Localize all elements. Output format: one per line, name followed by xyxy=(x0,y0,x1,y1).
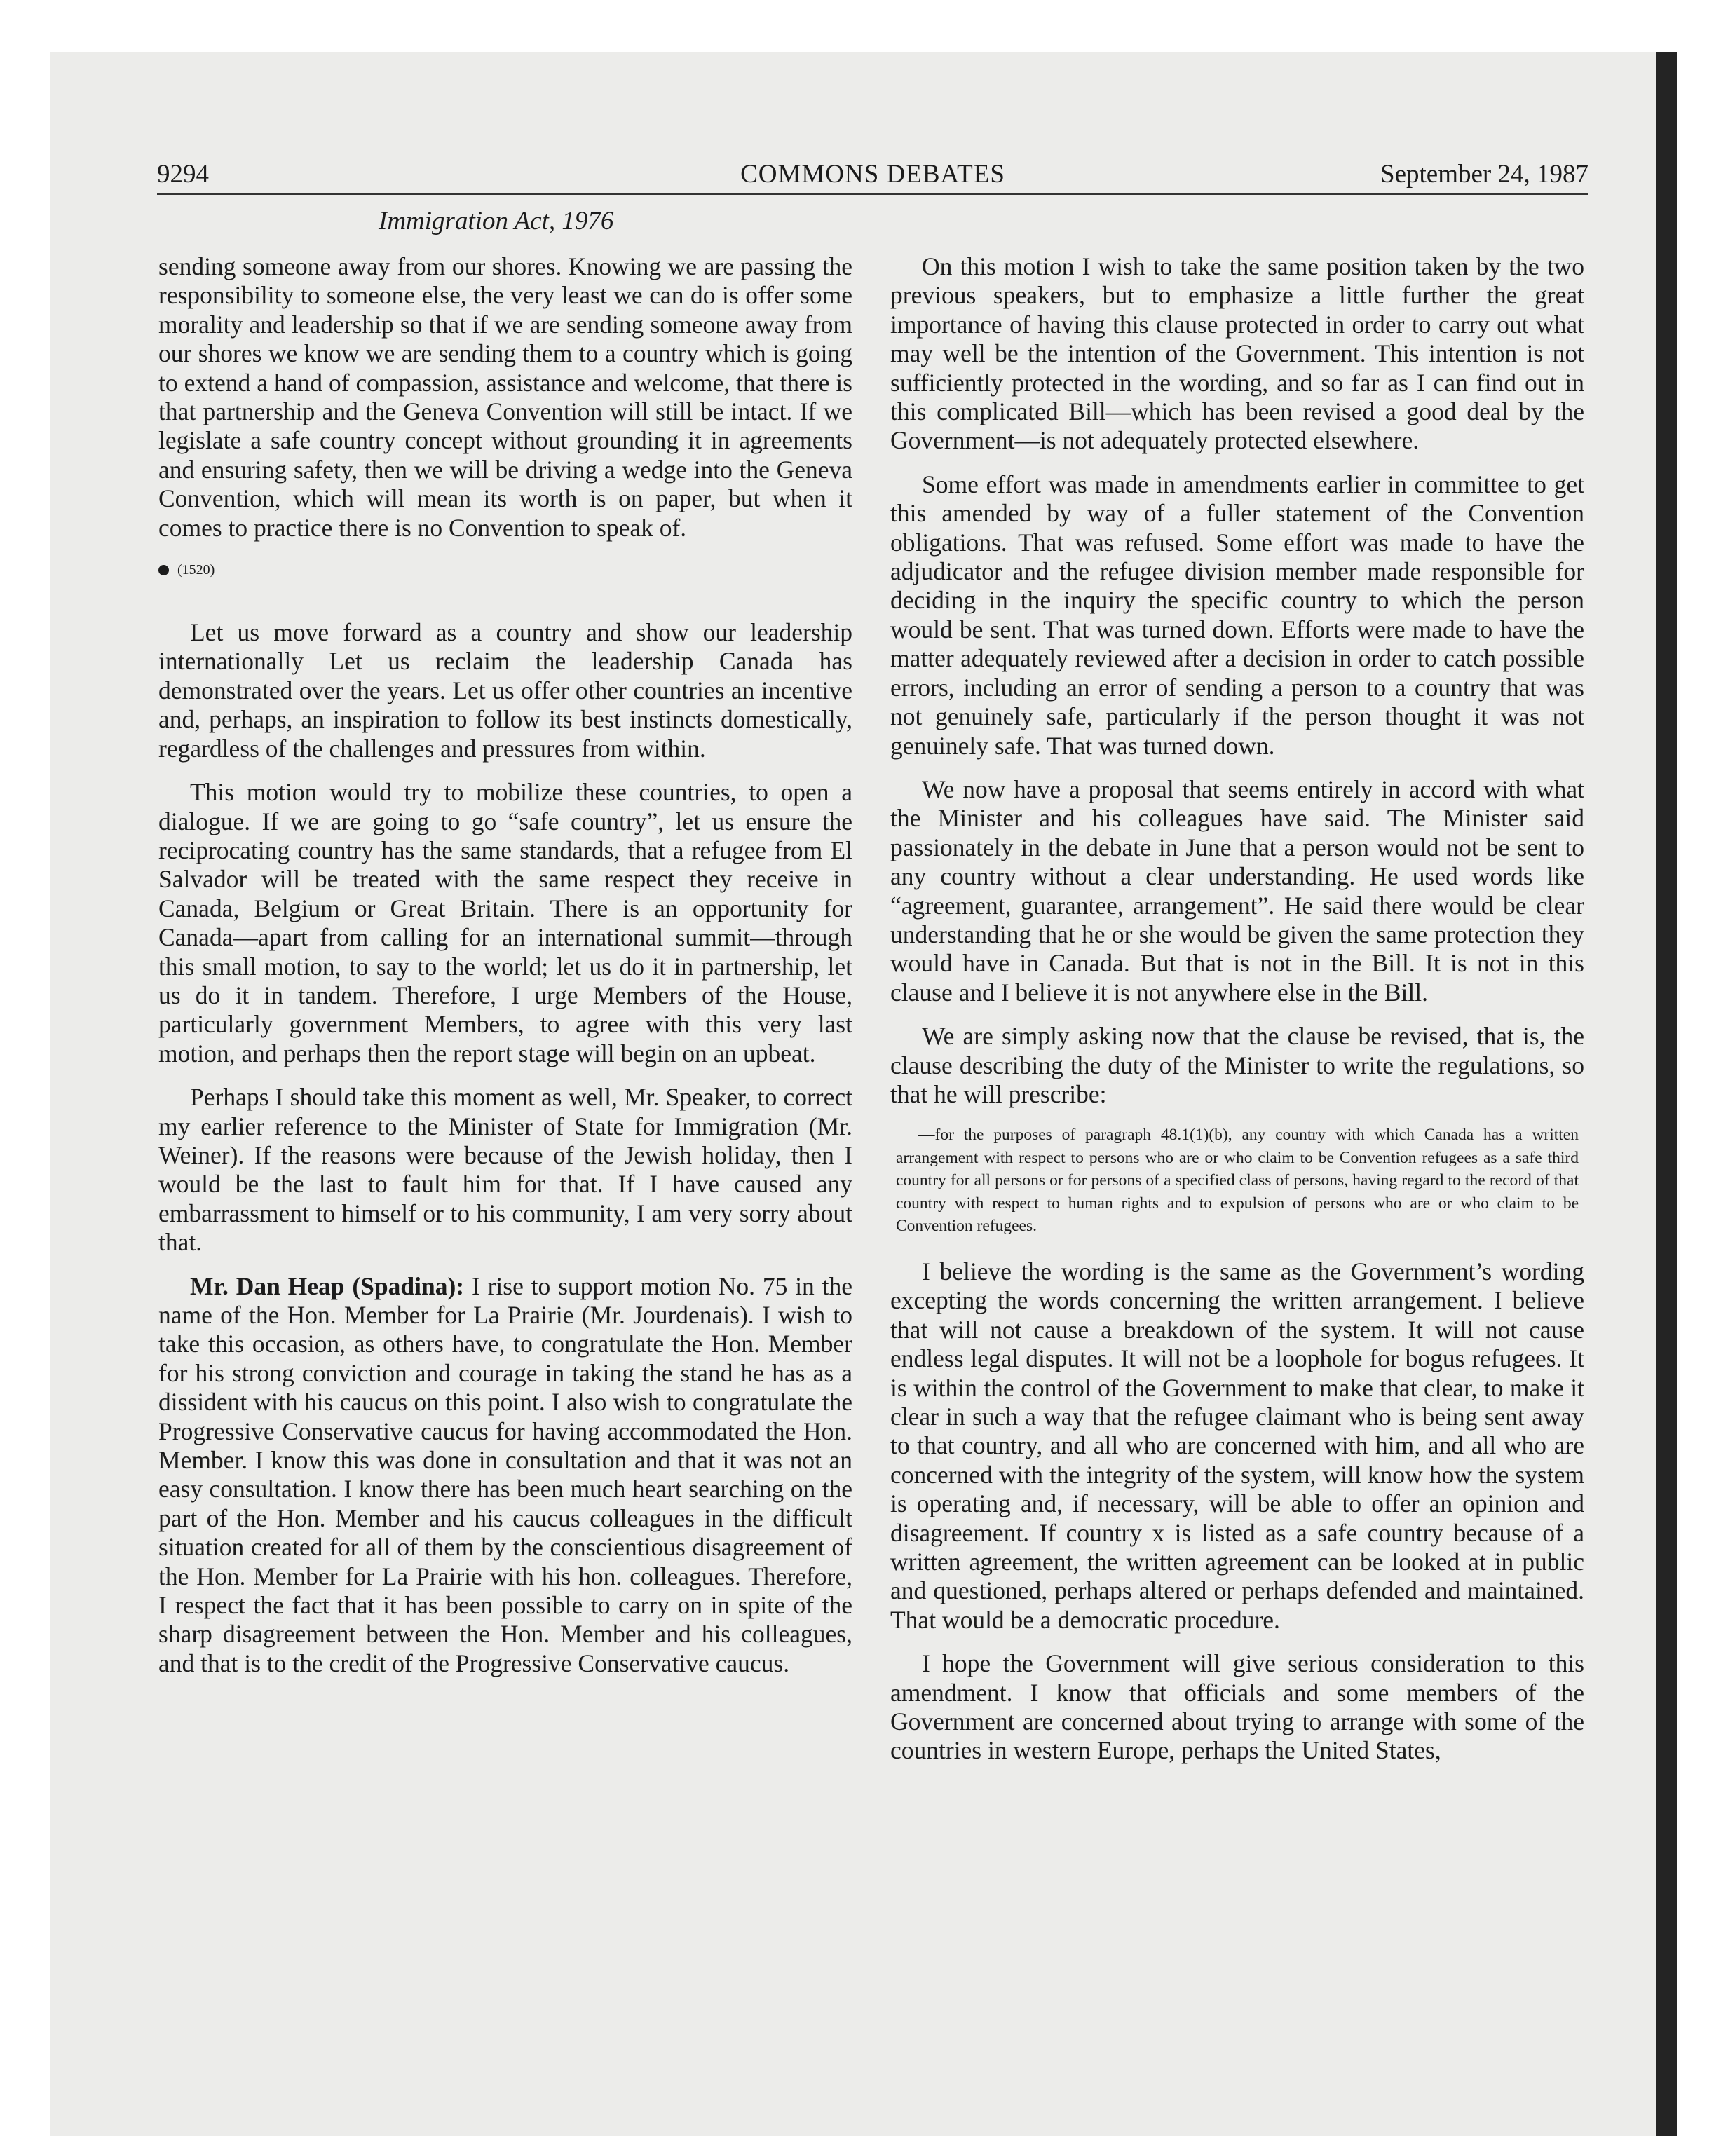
paragraph: Perhaps I should take this moment as well, Mr. Speaker, to correct my earlier reference to the Minister of State for Immigration (Mr. Weiner). If the reasons were because of the Jewish holiday, then I would be the last to fault him for that. If I have caused any embarrassment to himself or to his community, I am very sorry about that. xyxy=(158,1083,852,1257)
running-head: Immigration Act, 1976 xyxy=(379,207,614,236)
quoted-regulation: —for the purposes of paragraph 48.1(1)(b), any country with which Canada has a written arrangement with respect to persons who are or who claim to be Convention refugees as a safe third country for all persons or for persons of a specified class of persons, having regard to the record of that country with respect to human rights and to expulsion of persons who are or who claim to be Convention refugees. xyxy=(896,1126,1579,1236)
time-marker xyxy=(158,559,852,580)
header-rule xyxy=(157,193,1588,195)
paragraph: This motion would try to mobilize these countries, to open a dialogue. If we are going to go “safe country”, let us ensure the reciprocating country has the same standards, that a refugee from El Salvador will be treated with the same respect they receive in Canada, Belgium or Great Britain. There is an opportunity for Canada—apart from calling for an international summit—through this small motion, to say to the world; let us do it in partnership, let us do it in tandem. Therefore, I urge Members of the House, particularly government Members, to agree with this very last motion, and perhaps then the report stage will begin on an upbeat. xyxy=(158,778,852,1067)
page-number: 9294 xyxy=(157,160,209,189)
time-marker-label: (1520) xyxy=(177,562,215,578)
paragraph: Let us move forward as a country and show our leadership internationally Let us reclaim the leadership Canada has demonstrated over the years. Let us offer other countries an incentive and, perhaps, an inspiration to follow its best instincts domestically, regardless of the challenges and pressures from within. xyxy=(158,618,852,763)
paragraph: sending someone away from our shores. Knowing we are passing the responsibility to someone else, the very least we can do is offer some morality and leadership so that if we are sending someone away from our shores we know we are sending them to a country which is going to extend a hand of compassion, assistance and welcome, that there is that partnership and the Geneva Convention will still be intact. If we legislate a safe country concept without grounding it in agreements and ensuring safety, then we will be driving a wedge into the Geneva Convention, which will mean its worth is on paper, but when it comes to practice there is no Convention to speak of. xyxy=(158,252,852,542)
binding-edge xyxy=(1656,52,1677,2136)
bullet-icon xyxy=(158,565,169,575)
paragraph: Some effort was made in amendments earlier in committee to get this amended by way of a fuller statement of the Convention obligations. That was refused. Some effort was made to have the adjudicator and the refugee division member made responsible for deciding in the inquiry the specific country to which the person would be sent. That was turned down. Efforts were made to have the matter adequately reviewed after a decision in order to catch possible errors, including an error of sending a person to a country that was not genuinely safe, particularly if the person thought it was not genuinely safe. That was turned down. xyxy=(890,470,1584,760)
speech-text: I rise to support motion No. 75 in the name of the Hon. Member for La Prairie (Mr. Jourdenais). I wish to take this occasion, as others have, to congratulate the Hon. Member for his strong conviction and courage in taking the stand he has as a dissident with his caucus on this point. I also wish to congratulate the Progressive Conservative caucus for having accommodated the Hon. Member. I know this was done in consultation and that it was not an easy consultation. I know there has been much heart searching on the part of the Hon. Member and his caucus colleagues in the difficult situation created for all of them by the conscientious disagreement of the Hon. Member for La Prairie with his hon. colleagues. Therefore, I respect the fact that it has been possible to carry on in spite of the sharp disagreement between the Hon. Member and his colleagues, and that is to the credit of the Progressive Conservative caucus. xyxy=(158,1271,852,1677)
page-date: September 24, 1987 xyxy=(1380,160,1588,189)
paragraph: We are simply asking now that the clause be revised, that is, the clause describing the duty of the Minister to write the regulations, so that he will prescribe: xyxy=(890,1022,1584,1108)
speech-paragraph xyxy=(158,1272,852,1679)
speaker-name: Mr. Dan Heap (Spadina): xyxy=(190,1271,465,1300)
page-header xyxy=(157,158,1588,194)
publication-title: COMMONS DEBATES xyxy=(740,160,1005,189)
paragraph: We now have a proposal that seems entirely in accord with what the Minister and his colleagues have said. The Minister said passionately in the debate in June that a person would not be sent to any country without a clear understanding. He used words like “agreement, guarantee, arrangement”. He said there would be clear understanding that he or she would be given the same protection they would have in Canada. But that is not in the Bill. It is not in this clause and I believe it is not anywhere else in the Bill. xyxy=(890,775,1584,1007)
paragraph: I believe the wording is the same as the Government’s wording excepting the words concerning the written arrangement. I believe that will not cause a breakdown of the system. It will not cause endless legal disputes. It will not be a loophole for bogus refugees. It is within the control of the Government to make that clear, to make it clear in such a way that the refugee claimant who is being sent away to that country, and all who are concerned with him, and all who are concerned with the integrity of the system, will know how the system is operating and, if necessary, will be able to offer an opinion and disagreement. If country x is listed as a safe country because of a written agreement, the written agreement can be looked at in public and questioned, perhaps altered or perhaps defended and maintained. That would be a democratic procedure. xyxy=(890,1257,1584,1634)
paragraph: On this motion I wish to take the same position taken by the two previous speakers, but to emphasize a little further the great importance of having this clause protected in order to carry out what may well be the intention of the Government. This intention is not sufficiently protected in the wording, and so far as I can find out in this complicated Bill—which has been revised a good deal by the Government—is not adequately protected elsewhere. xyxy=(890,252,1584,455)
right-column xyxy=(890,252,1584,1780)
left-column xyxy=(158,252,852,1693)
paragraph: I hope the Government will give serious consideration to this amendment. I know that officials and some members of the Government are concerned about trying to arrange with some of the countries in western Europe, perhaps the United States, xyxy=(890,1649,1584,1765)
